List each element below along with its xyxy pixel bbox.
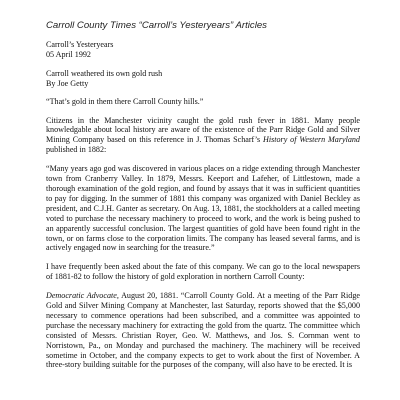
article-byline: By Joe Getty xyxy=(46,78,89,88)
column-name: Carroll’s Yesteryears xyxy=(46,40,114,49)
paragraph-intro-end: published in 1882: xyxy=(46,145,107,155)
document-header: Carroll County Times “Carroll’s Yesteryears” Articles xyxy=(46,20,267,31)
article-body xyxy=(46,40,360,370)
newspaper-excerpt-text: August 20, 1881. “Carroll County Gold. At a meeting of the Parr Ridge Gold and Silver Mining Company at Manchester, last Saturday, reports showed that the $5,000 necessary to commence operations had been subscribed, and a committee was appointed to purchase the necessary machinery for extracting the gold from the quartz. The committee which consisted of Messrs. Christian Royer, Geo. W. Matthews, and Jos. S. Cornman went to Norristown, Pa., on Monday and purchased the machinery. The machinery will be received sometime in October, and the company expects to get to work about the first of November. A three-story building suitable for the purposes of the company, will also have to be erected. It is xyxy=(46,291,360,370)
newspaper-source: Democratic Advocate, xyxy=(46,291,119,301)
article-epigraph: “That’s gold in them there Carroll County hills.” xyxy=(46,96,204,106)
block-quote: “Many years ago god was discovered in various places on a ridge extending through Manchester town from Cranberry Valley. In 1879, Messrs. Keeport and Lafeher, of Littlestown, made a thorough examination of the gold region, and found by assays that it was in sufficient quantities to pay for digging. In the summer of 1881 this company was organized with Daniel Beckley as president, and C.J.H. Ganter as secretary. On Aug. 13, 1881, the stockholders at a called meeting voted to purchase the necessary machinery to proceed to work, and the work is being pushed to an apparently successful conclusion. The largest quantities of gold have been found right in the town, or on farms close to the corporation limits. The company has leased several farms, and is actively engaged now in searching for the treasure.” xyxy=(46,164,360,253)
paragraph-intro-text: Citizens in the Manchester vicinity caught the gold rush fever in 1881. Many people knowledgable about local history are aware of the existence of the Parr Ridge Gold and Silver Mining Company based on this reference in J. Thomas Scharf’s xyxy=(46,115,360,145)
article-headline: Carroll weathered its own gold rush xyxy=(46,68,163,78)
article-date: 05 April 1992 xyxy=(46,49,91,59)
paragraph-history: I have frequently been asked about the fate of this company. We can go to the local newspapers of 1881-82 to follow the history of gold exploration in northern Carroll County: xyxy=(46,262,360,282)
book-title: History of Western Maryland xyxy=(263,135,360,145)
paragraph-intro xyxy=(46,116,360,156)
paragraph-newspaper-excerpt xyxy=(46,291,360,370)
